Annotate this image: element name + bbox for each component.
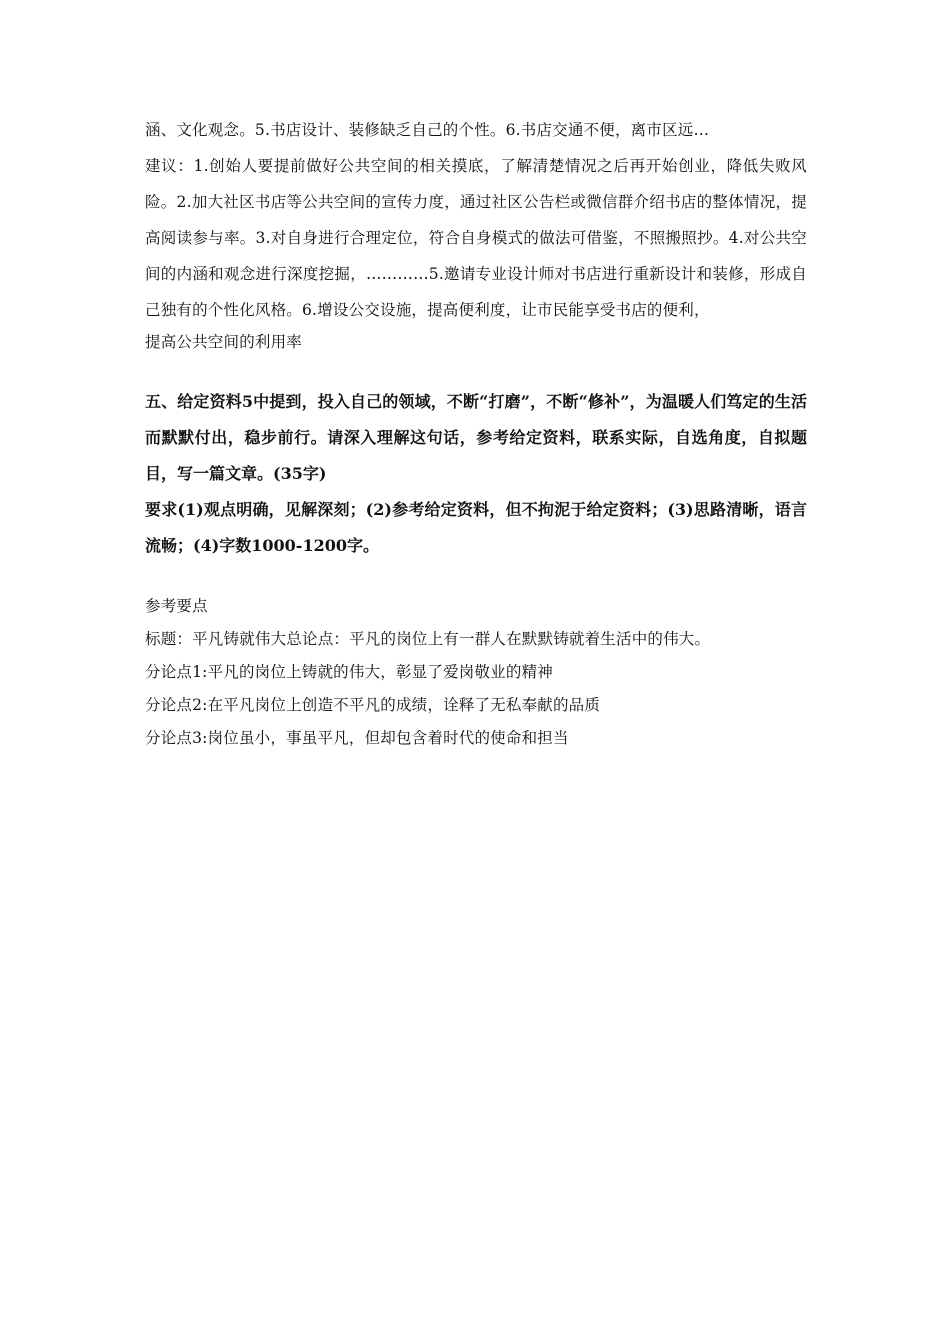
suggestion-closing: 提高公共空间的利用率 [145, 333, 303, 351]
question-5-requirements: 要求(1)观点明确，见解深刻；(2)参考给定资料，但不拘泥于给定资料；(3)思路清晰，语言流畅；(4)字数1000-1200字。 [145, 500, 807, 555]
suggestion-paragraph: 建议：1.创始人要提前做好公共空间的相关摸底，了解清楚情况之后再开始创业，降低失败风险。2.加大社区书店等公共空间的宣传力度，通过社区公告栏或微信群介绍书店的整体情况，提高阅读参与率。3.对自身进行合理定位，符合自身模式的做法可借鉴，不照搬照抄。4.对公共空间的内涵和观念进行深度挖掘，…………5.邀请专业设计师对书店进行重新设计和装修，形成自己独有的个性化风格。6.增设公交设施，提高便利度，让市民能享受书店的便利， [145, 157, 807, 319]
spacer [145, 356, 807, 384]
sub-point-3: 分论点3:岗位虽小，事虽平凡，但却包含着时代的使命和担当 [145, 729, 569, 747]
sub-point-1: 分论点1:平凡的岗位上铸就的伟大，彰显了爱岗敬业的精神 [145, 663, 553, 681]
answer-continuation: 涵、文化观念。5.书店设计、装修缺乏自己的个性。6.书店交通不便，离市区远… [145, 121, 710, 139]
spacer [145, 564, 807, 590]
reference-title-line: 标题：平凡铸就伟大总论点：平凡的岗位上有一群人在默默铸就着生活中的伟大。 [145, 630, 711, 648]
reference-heading: 参考要点 [145, 597, 208, 615]
question-5-prompt: 五、给定资料5中提到，投入自己的领域，不断“打磨”，不断“修补”，为温暖人们笃定的生活而默默付出，稳步前行。请深入理解这句话，参考给定资料，联系实际，自选角度，自拟题目，写一篇文章。(35字) [145, 392, 807, 483]
document-page [145, 112, 807, 755]
sub-point-2: 分论点2:在平凡岗位上创造不平凡的成绩，诠释了无私奉献的品质 [145, 696, 601, 714]
